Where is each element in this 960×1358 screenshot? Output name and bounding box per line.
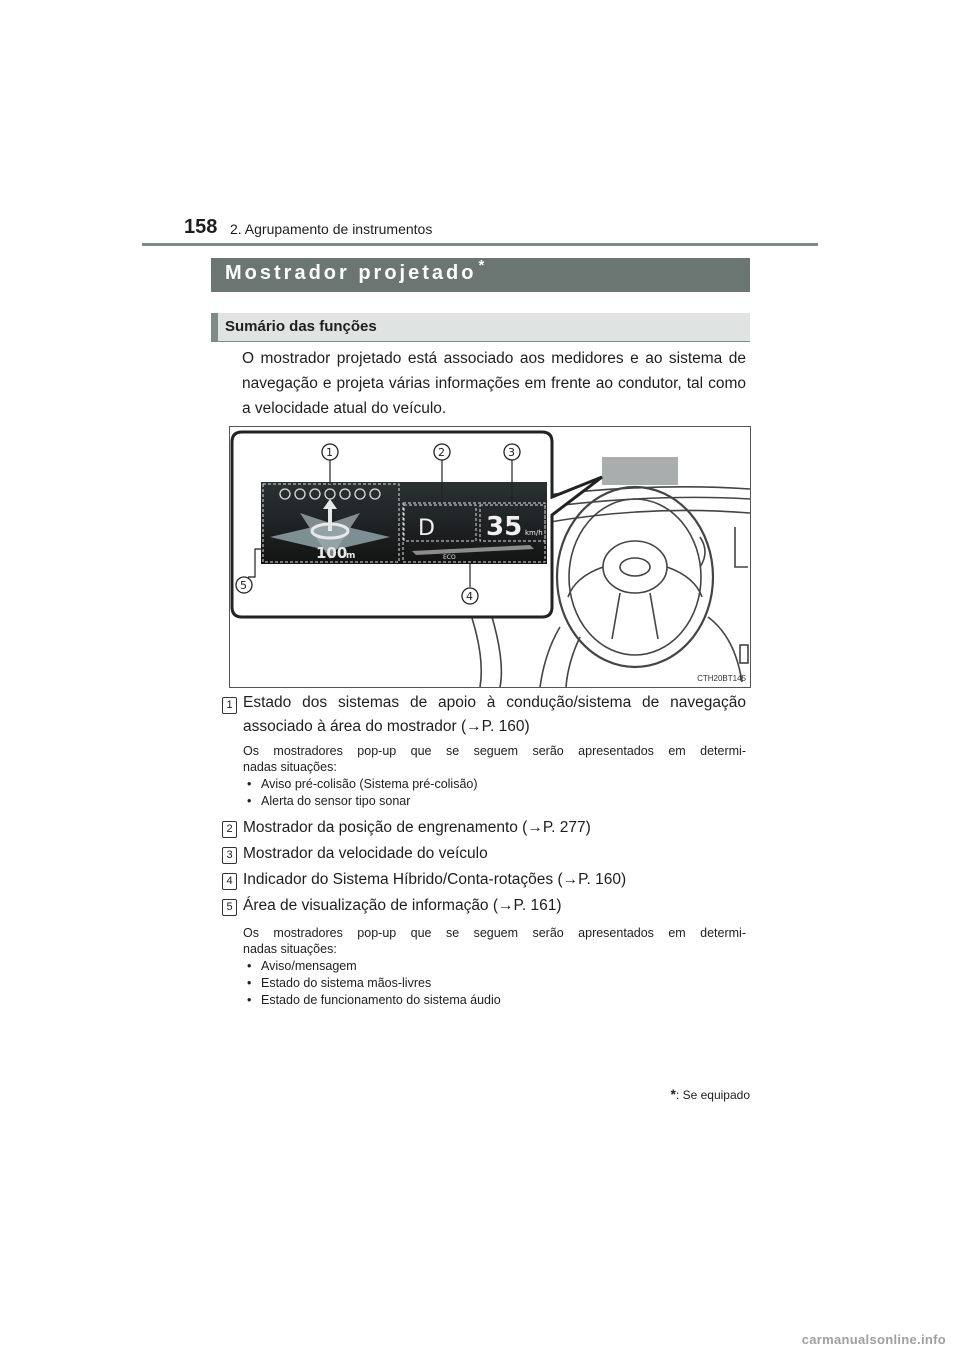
footnote-text: : Se equipado xyxy=(675,1088,750,1102)
subsection-title-bar xyxy=(211,313,750,342)
callout-2-label: 2 xyxy=(438,446,445,459)
callout-3-label: 3 xyxy=(508,446,515,459)
header-divider xyxy=(142,243,818,246)
callout-4-label: 4 xyxy=(466,590,473,603)
subsection-title: Sumário das funções xyxy=(225,318,377,335)
page-number: 158 xyxy=(184,216,218,238)
item-5-note-line-1: Os mostradores pop-up que se seguem serão apresentados em determi- xyxy=(243,926,746,940)
hud-illustration xyxy=(229,426,751,688)
callout-1-label: 1 xyxy=(326,446,333,459)
item-1-note-line-1: Os mostradores pop-up que se seguem serão apresentados em determi- xyxy=(243,744,746,758)
hud-diagram xyxy=(230,427,750,687)
item-5-bullet-3: Estado de funcionamento do sistema áudio xyxy=(261,993,501,1007)
section-title: Mostrador projetado * xyxy=(225,257,485,284)
item-1-line-1: Estado dos sistemas de apoio à condução/sistema de navegação xyxy=(243,694,746,711)
footnote-mark: * xyxy=(670,1086,676,1102)
item-number-5: 5 xyxy=(222,899,237,916)
item-2-text: Mostrador da posição de engrenamento (→P. 277) xyxy=(243,819,591,836)
item-1-line-2: associado à área do mostrador (→P. 160) xyxy=(243,718,530,735)
hud-projection-area xyxy=(602,457,678,485)
speed-value: 35 xyxy=(486,512,523,542)
callout-5-label: 5 xyxy=(240,579,247,592)
item-5-bullet-1: Aviso/mensagem xyxy=(261,959,357,973)
section-title-bar xyxy=(211,258,750,292)
item-1-bullet-2: Alerta do sensor tipo sonar xyxy=(261,794,411,808)
distance-value: 100 xyxy=(316,544,348,562)
item-1-note-line-2: nadas situações: xyxy=(243,760,337,774)
item-number-2: 2 xyxy=(222,821,237,838)
gear-indicator: D xyxy=(418,516,435,541)
bullet-marker: • xyxy=(247,959,252,973)
subsection-accent xyxy=(211,313,218,341)
bullet-marker: • xyxy=(247,993,252,1007)
item-number-3: 3 xyxy=(222,847,237,864)
figure-code: CTH20BT145 xyxy=(697,674,746,683)
footnote xyxy=(670,1086,750,1102)
item-4-text: Indicador do Sistema Híbrido/Conta-rotações (→P. 160) xyxy=(243,871,627,888)
item-3-text: Mostrador da velocidade do veículo xyxy=(243,845,488,862)
item-5-text: Área de visualização de informação (→P. 161) xyxy=(243,897,562,914)
equipped-mark: * xyxy=(478,257,485,274)
speed-unit: km/h xyxy=(525,529,543,537)
chapter-title: 2. Agrupamento de instrumentos xyxy=(230,221,433,237)
item-5-note-line-2: nadas situações: xyxy=(243,942,337,956)
intro-paragraph: O mostrador projetado está associado aos medidores e ao sistema de navegação e projeta várias informações em frente ao condutor, tal como a velocidade atual do veículo. xyxy=(242,350,746,417)
item-number-4: 4 xyxy=(222,873,237,890)
eco-label: ECO xyxy=(443,554,456,561)
bullet-marker: • xyxy=(247,794,252,808)
item-5-bullet-2: Estado do sistema mãos-livres xyxy=(261,976,432,990)
bullet-marker: • xyxy=(247,976,252,990)
bullet-marker: • xyxy=(247,777,252,791)
watermark: carmanualsonline.info xyxy=(801,1332,946,1347)
item-number-1: 1 xyxy=(222,697,237,714)
item-1-bullet-1: Aviso pré-colisão (Sistema pré-colisão) xyxy=(261,777,478,791)
distance-unit: m xyxy=(346,551,356,561)
